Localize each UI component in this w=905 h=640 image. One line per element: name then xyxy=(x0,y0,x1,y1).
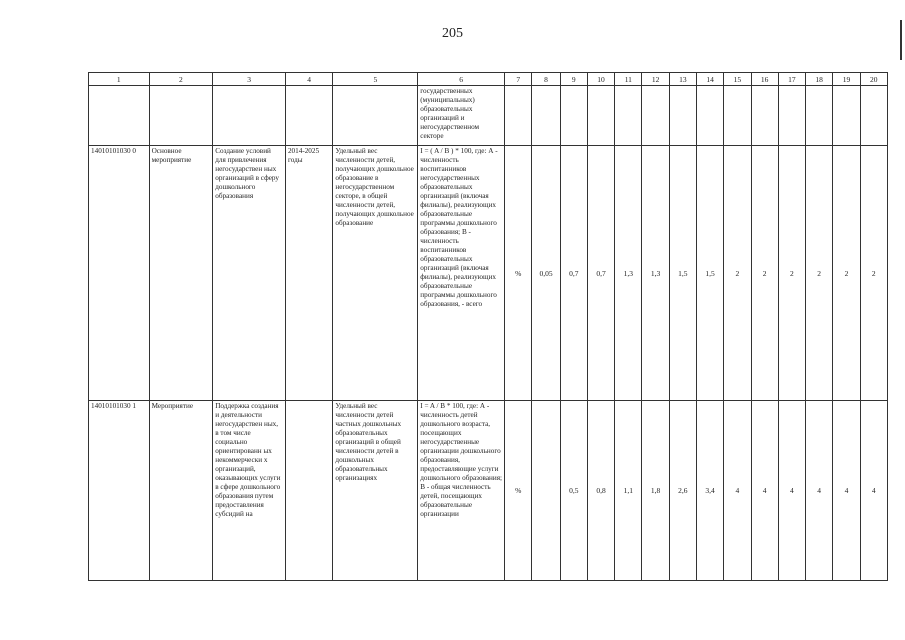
indicator-table xyxy=(88,72,888,581)
cell-value: 4 xyxy=(724,401,751,581)
column-header-12: 12 xyxy=(642,73,669,86)
cell-value: 0,5 xyxy=(560,401,587,581)
column-header-13: 13 xyxy=(669,73,696,86)
cell-value: 4 xyxy=(751,401,778,581)
column-header-20: 20 xyxy=(860,73,887,86)
cell-value: 1,5 xyxy=(696,146,723,401)
cell-value xyxy=(860,86,887,146)
table-row xyxy=(89,146,888,401)
cell-unit xyxy=(505,86,532,146)
cell-period xyxy=(285,401,332,581)
cell-value xyxy=(751,86,778,146)
column-header-14: 14 xyxy=(696,73,723,86)
cell-value: 4 xyxy=(833,401,860,581)
cell-value: 2 xyxy=(724,146,751,401)
cell-indicator: Удельный вес численности детей частных дошкольных образовательных организаций в общей численности детей в дошкольных образовательных организациях xyxy=(333,401,418,581)
column-header-19: 19 xyxy=(833,73,860,86)
cell-name: Создание условий для привлечения негосударствен ных организаций в сферу дошкольного образования xyxy=(213,146,286,401)
cell-value xyxy=(532,401,560,581)
cell-formula: I = ( A / B ) * 100, где: А - численность воспитанников негосударственных образовательных организаций (включая филиалы), реализующих образовательные программы дошкольного образования; В - численность воспитанников образовательных организаций (включая филиалы), реализующих образовательные программы дошкольного образования, - всего xyxy=(418,146,505,401)
cell-value xyxy=(833,86,860,146)
margin-bar xyxy=(900,20,902,60)
column-header-1: 1 xyxy=(89,73,150,86)
cell-formula: I = A / B * 100, где: А - численность детей дошкольного возраста, посещающих негосударственные организации дошкольного образования, предоставляющие услуги дошкольного образования; В - общая численность детей, посещающих образовательные организации xyxy=(418,401,505,581)
cell-value: 2 xyxy=(860,146,887,401)
cell-period xyxy=(285,86,332,146)
cell-value: 1,3 xyxy=(642,146,669,401)
column-header-11: 11 xyxy=(615,73,642,86)
column-header-9: 9 xyxy=(560,73,587,86)
column-header-7: 7 xyxy=(505,73,532,86)
cell-type xyxy=(149,86,213,146)
cell-value: 2,6 xyxy=(669,401,696,581)
cell-value: 4 xyxy=(778,401,805,581)
cell-indicator: Удельный вес численности детей, получающих дошкольное образование в негосударственном секторе, в общей численности детей, получающих дошкольное образование xyxy=(333,146,418,401)
column-header-6: 6 xyxy=(418,73,505,86)
cell-name: Поддержка создания и деятельности негосударствен ных, в том числе социально ориентированн ых некоммерчески х организаций, оказывающих услуги в сфере дошкольного образования путем предоставления субсидий на xyxy=(213,401,286,581)
column-header-4: 4 xyxy=(285,73,332,86)
cell-value xyxy=(587,86,614,146)
cell-value: 1,5 xyxy=(669,146,696,401)
column-header-16: 16 xyxy=(751,73,778,86)
cell-value: 0,7 xyxy=(587,146,614,401)
cell-value: 0,05 xyxy=(532,146,560,401)
cell-formula: государственных (муниципальных) образовательных организаций и негосударственном секторе xyxy=(418,86,505,146)
cell-value: 1,1 xyxy=(615,401,642,581)
cell-value: 2 xyxy=(778,146,805,401)
cell-value: 1,3 xyxy=(615,146,642,401)
table-row xyxy=(89,86,888,146)
cell-unit: % xyxy=(505,146,532,401)
cell-value xyxy=(560,86,587,146)
page-number: 205 xyxy=(442,26,463,41)
cell-value: 2 xyxy=(833,146,860,401)
column-header-8: 8 xyxy=(532,73,560,86)
cell-value xyxy=(724,86,751,146)
cell-value: 3,4 xyxy=(696,401,723,581)
cell-value: 4 xyxy=(806,401,833,581)
cell-type: Основное мероприятие xyxy=(149,146,213,401)
table-row xyxy=(89,401,888,581)
cell-value xyxy=(696,86,723,146)
cell-code xyxy=(89,86,150,146)
cell-period: 2014-2025 годы xyxy=(285,146,332,401)
column-header-3: 3 xyxy=(213,73,286,86)
cell-unit: % xyxy=(505,401,532,581)
cell-value: 2 xyxy=(751,146,778,401)
cell-value xyxy=(532,86,560,146)
cell-value xyxy=(615,86,642,146)
header-row xyxy=(89,73,888,86)
cell-code: 14010101030 1 xyxy=(89,401,150,581)
column-header-17: 17 xyxy=(778,73,805,86)
cell-value xyxy=(778,86,805,146)
cell-value: 0,8 xyxy=(587,401,614,581)
cell-code: 14010101030 0 xyxy=(89,146,150,401)
column-header-15: 15 xyxy=(724,73,751,86)
column-header-2: 2 xyxy=(149,73,213,86)
cell-value xyxy=(642,86,669,146)
column-header-18: 18 xyxy=(806,73,833,86)
column-header-10: 10 xyxy=(587,73,614,86)
cell-value: 0,7 xyxy=(560,146,587,401)
cell-value: 1,8 xyxy=(642,401,669,581)
cell-value xyxy=(669,86,696,146)
cell-value xyxy=(806,86,833,146)
cell-value: 4 xyxy=(860,401,887,581)
cell-name xyxy=(213,86,286,146)
column-header-5: 5 xyxy=(333,73,418,86)
cell-type: Мероприятие xyxy=(149,401,213,581)
cell-value: 2 xyxy=(806,146,833,401)
cell-indicator xyxy=(333,86,418,146)
